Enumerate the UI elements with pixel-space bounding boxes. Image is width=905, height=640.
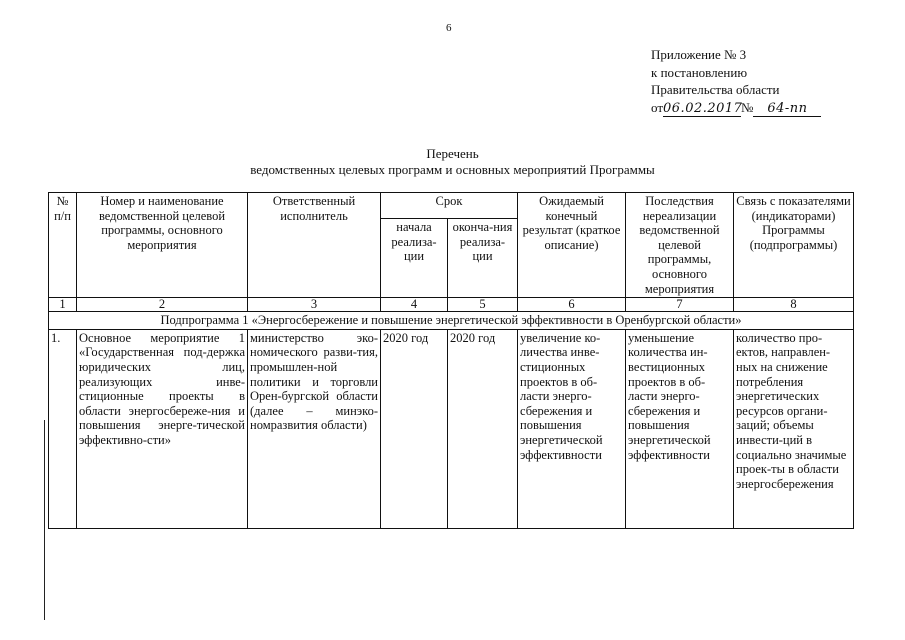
header-consequences: Последствия нереализации ведомственной целевой программы, основного мероприятия xyxy=(626,193,734,298)
col-number: 7 xyxy=(626,298,734,312)
handwritten-date: 06.02.2017 xyxy=(663,100,743,116)
appendix-line-1: Приложение № 3 xyxy=(651,47,747,62)
number-sign: № xyxy=(741,99,754,115)
col-number: 8 xyxy=(734,298,854,312)
header-term: Срок xyxy=(381,193,518,219)
row-end: 2020 год xyxy=(448,329,518,528)
appendix-line-2: к постановлению xyxy=(651,64,748,80)
handwritten-number: 64-пп xyxy=(753,102,821,117)
scan-edge-line xyxy=(44,420,45,620)
header-term-start: начала реализа-ции xyxy=(381,219,448,298)
row-indicators: количество про-ектов, направлен-ных на снижение потребления энергетических ресурсов органи-заций; объемы инвести-ций в социально значимые проек-ты в области энергосбережения xyxy=(734,329,854,528)
appendix-line-3: Правительства области xyxy=(651,82,780,97)
subprogram-row xyxy=(49,312,854,330)
header-term-end: оконча-ния реализа-ции xyxy=(448,219,518,298)
row-result: увеличение ко-личества инве-стиционных проектов в об-ласти энерго-сбережения и повышения энергетической эффективности xyxy=(518,329,626,528)
appendix-block xyxy=(651,46,821,117)
programs-table xyxy=(48,192,854,529)
date-prefix: от xyxy=(651,99,664,115)
header-row xyxy=(49,193,854,219)
header-name: Номер и наименование ведомственной целевой программы, основного мероприятия xyxy=(77,193,248,298)
col-number: 2 xyxy=(77,298,248,312)
column-number-row xyxy=(49,298,854,312)
subprogram-title: Подпрограмма 1 «Энергосбережение и повышение энергетической эффективности в Оренбургской области» xyxy=(49,312,854,330)
col-number: 1 xyxy=(49,298,77,312)
header-result: Ожидаемый конечный результат (краткое описание) xyxy=(518,193,626,298)
title-line-2: ведомственных целевых программ и основных мероприятий Программы xyxy=(250,162,655,177)
row-consequences: уменьшение количества ин-вестиционных проектов в об-ласти энерго-сбережения и повышения энергетической эффективности xyxy=(626,329,734,528)
document-title xyxy=(0,146,905,178)
col-number: 4 xyxy=(381,298,448,312)
row-executor: министерство эко-номического разви-тия, промышлен-ной политики и торговли Орен-бургской области (далее – минэко-номразвития области) xyxy=(248,329,381,528)
appendix-date-line xyxy=(651,99,821,117)
title-line-1: Перечень xyxy=(426,146,479,161)
row-start: 2020 год xyxy=(381,329,448,528)
col-number: 3 xyxy=(248,298,381,312)
table-row xyxy=(49,329,854,528)
row-num: 1. xyxy=(49,329,77,528)
header-num: № п/п xyxy=(49,193,77,298)
col-number: 6 xyxy=(518,298,626,312)
row-name: Основное мероприятие 1 «Государственная под-держка юридических лиц, реализующих инве-стиционные проекты в области энергосбереже-ния и повышения энерге-тической эффективно-сти» xyxy=(77,329,248,528)
header-executor: Ответственный исполнитель xyxy=(248,193,381,298)
page-number: 6 xyxy=(446,22,452,34)
header-indicators: Связь с показателями (индикаторами) Программы (подпрограммы) xyxy=(734,193,854,298)
col-number: 5 xyxy=(448,298,518,312)
